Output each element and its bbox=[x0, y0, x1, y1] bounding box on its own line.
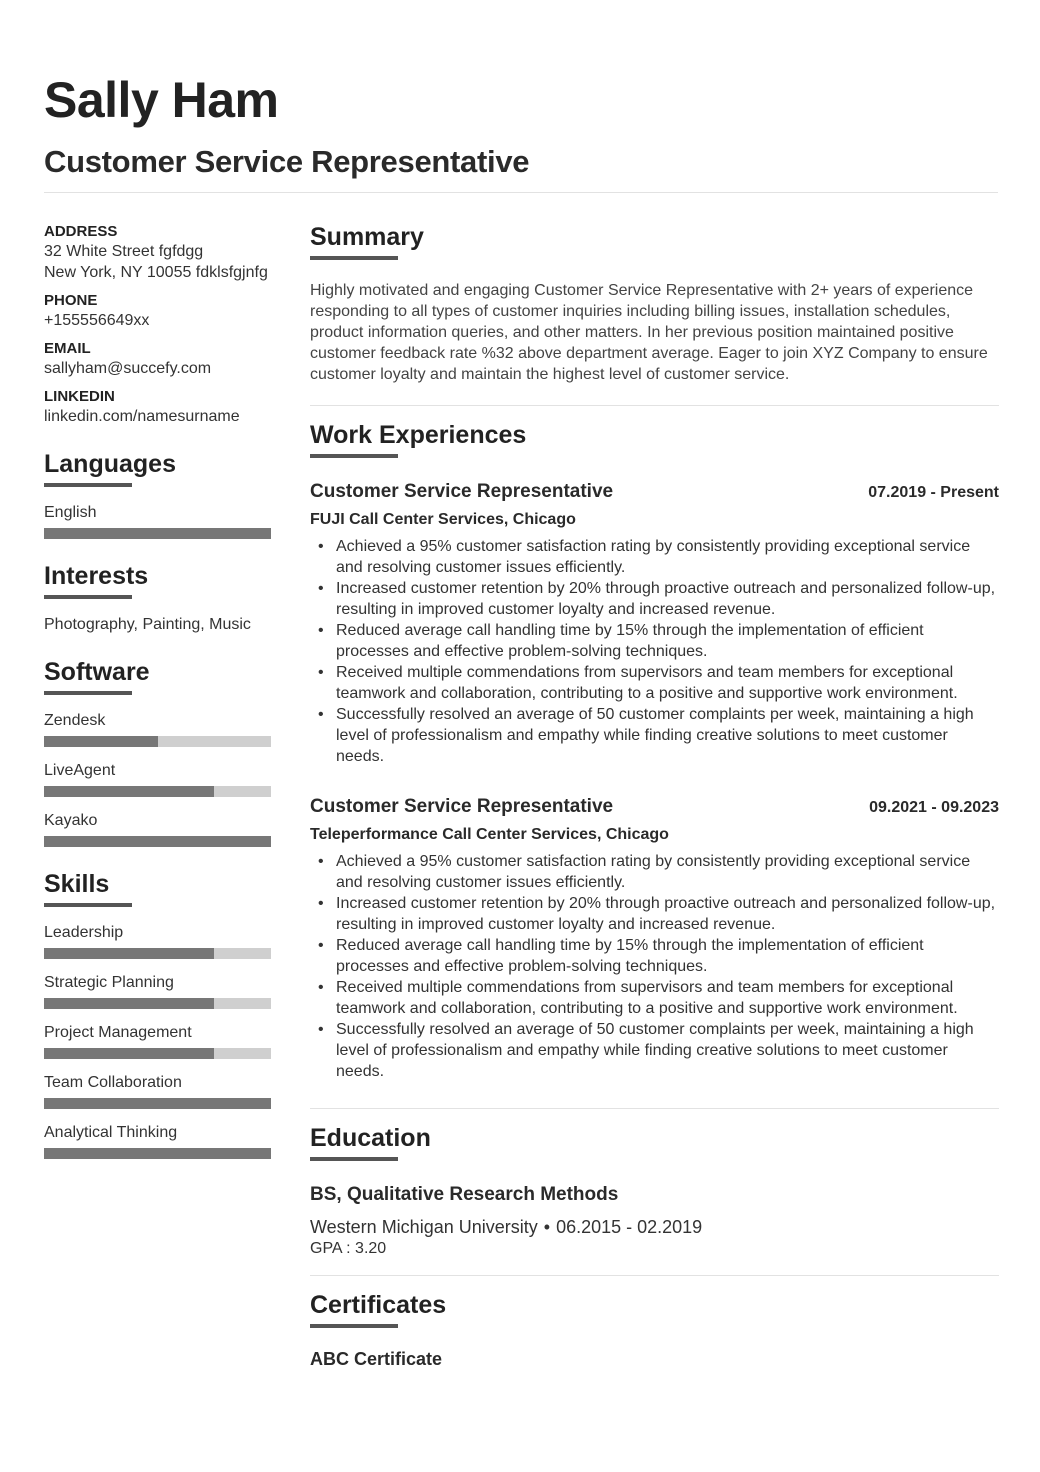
job-entry bbox=[310, 480, 999, 767]
skills-heading: Skills bbox=[44, 870, 110, 898]
achievement-item: • Achieved a 95% customer satisfaction rating by consistently providing exceptional service and resolving customer issues efficiently. bbox=[310, 851, 999, 893]
certificates-section bbox=[310, 1290, 999, 1370]
contact-linkedin bbox=[44, 387, 271, 427]
summary-section bbox=[310, 222, 999, 385]
education-gpa: GPA : 3.20 bbox=[310, 1240, 387, 1257]
contact-label: ADDRESS bbox=[44, 223, 118, 240]
heading-underline bbox=[310, 1324, 398, 1328]
achievement-item: • Received multiple commendations from supervisors and team members for exceptional teamwork and collaboration, contributing to a positive and supportive work environment. bbox=[310, 662, 999, 704]
contact-value: New York, NY 10055 fdklsfgjnfg bbox=[44, 264, 268, 281]
heading-underline bbox=[44, 903, 132, 907]
job-entry bbox=[310, 795, 999, 1082]
work-heading: Work Experiences bbox=[310, 421, 527, 449]
heading-underline bbox=[44, 483, 132, 487]
skills-list bbox=[44, 923, 271, 1159]
work-section bbox=[310, 420, 999, 1082]
sidebar bbox=[44, 222, 271, 1159]
contact-phone bbox=[44, 291, 271, 331]
job-achievements bbox=[310, 851, 999, 1082]
software-heading: Software bbox=[44, 658, 150, 686]
certificate-item: ABC Certificate bbox=[310, 1349, 443, 1369]
job-header bbox=[310, 480, 999, 504]
skill-level-fill bbox=[44, 1098, 271, 1109]
education-details bbox=[310, 1215, 999, 1239]
software-level-fill bbox=[44, 736, 158, 747]
contact-label: EMAIL bbox=[44, 340, 91, 357]
software-level-fill bbox=[44, 836, 271, 847]
achievement-item: • Reduced average call handling time by 15% through the implementation of efficient processes and effective problem-solving techniques. bbox=[310, 620, 999, 662]
interests-heading: Interests bbox=[44, 562, 149, 590]
heading-underline bbox=[44, 691, 132, 695]
contact-value: +155556649xx bbox=[44, 312, 150, 329]
contact-label: LINKEDIN bbox=[44, 388, 115, 405]
section-divider bbox=[310, 1108, 999, 1109]
language-level-bar bbox=[44, 528, 271, 539]
languages-list bbox=[44, 503, 271, 539]
languages-heading: Languages bbox=[44, 450, 176, 478]
heading-underline bbox=[310, 454, 398, 458]
contact-info bbox=[44, 222, 271, 427]
skill-level-bar bbox=[44, 1148, 271, 1159]
contact-address bbox=[44, 222, 271, 283]
education-school: Western Michigan University bbox=[310, 1217, 538, 1237]
software-level-bar bbox=[44, 786, 271, 797]
summary-heading: Summary bbox=[310, 223, 424, 251]
achievement-item: • Successfully resolved an average of 50 customer complaints per week, maintaining a high level of professionalism and empathy while finding creative solutions to meet customer needs. bbox=[310, 1019, 999, 1082]
software-list bbox=[44, 711, 271, 847]
skill-level-fill bbox=[44, 948, 214, 959]
languages-section bbox=[44, 449, 271, 539]
summary-text: Highly motivated and engaging Customer Service Representative with 2+ years of experience responding to all types of customer inquiries including billing issues, installation schedules, product information queries, and other matters. In her previous position maintained positive customer feedback rate %32 above department average. Eager to join XYZ Company to ensure customer loyalty and maintain the highest level of customer service. bbox=[310, 282, 988, 383]
job-achievements bbox=[310, 536, 999, 767]
skill-level-bar bbox=[44, 948, 271, 959]
software-level-fill bbox=[44, 786, 214, 797]
education-heading: Education bbox=[310, 1124, 431, 1152]
candidate-title: Customer Service Representative bbox=[44, 144, 530, 179]
software-name: Zendesk bbox=[44, 712, 106, 729]
skill-level-fill bbox=[44, 998, 214, 1009]
skill-level-fill bbox=[44, 1148, 271, 1159]
job-role: Customer Service Representative bbox=[310, 796, 614, 817]
skill-name: Strategic Planning bbox=[44, 974, 174, 991]
contact-email bbox=[44, 339, 271, 379]
language-name: English bbox=[44, 504, 97, 521]
skill-name: Leadership bbox=[44, 924, 124, 941]
software-name: Kayako bbox=[44, 812, 98, 829]
achievement-item: • Increased customer retention by 20% through proactive outreach and personalized follow-up, resulting in improved customer loyalty and increased revenue. bbox=[310, 578, 999, 620]
main-content bbox=[310, 222, 999, 1370]
interests-section bbox=[44, 561, 271, 635]
achievement-item: • Increased customer retention by 20% through proactive outreach and personalized follow-up, resulting in improved customer loyalty and increased revenue. bbox=[310, 893, 999, 935]
contact-value: 32 White Street fgfdgg bbox=[44, 243, 204, 260]
skill-name: Team Collaboration bbox=[44, 1074, 182, 1091]
jobs-list bbox=[310, 480, 999, 1082]
skill-name: Project Management bbox=[44, 1024, 192, 1041]
job-company: Teleperformance Call Center Services, Chicago bbox=[310, 826, 669, 843]
contact-value: sallyham@succefy.com bbox=[44, 360, 212, 377]
skill-level-bar bbox=[44, 1098, 271, 1109]
achievement-item: • Achieved a 95% customer satisfaction rating by consistently providing exceptional service and resolving customer issues efficiently. bbox=[310, 536, 999, 578]
candidate-name: Sally Ham bbox=[44, 72, 279, 128]
section-divider bbox=[310, 1275, 999, 1276]
achievement-item: • Reduced average call handling time by 15% through the implementation of efficient processes and effective problem-solving techniques. bbox=[310, 935, 999, 977]
heading-underline bbox=[310, 1157, 398, 1161]
skill-level-fill bbox=[44, 1048, 214, 1059]
heading-underline bbox=[44, 595, 132, 599]
job-role: Customer Service Representative bbox=[310, 481, 614, 502]
software-level-bar bbox=[44, 836, 271, 847]
section-divider bbox=[310, 405, 999, 406]
education-section bbox=[310, 1123, 999, 1259]
contact-value: linkedin.com/namesurname bbox=[44, 408, 240, 425]
resume-header bbox=[44, 70, 998, 182]
job-header bbox=[310, 795, 999, 819]
skill-level-bar bbox=[44, 1048, 271, 1059]
header-divider bbox=[44, 192, 998, 193]
job-dates: 09.2021 - 09.2023 bbox=[869, 799, 999, 816]
language-level-fill bbox=[44, 528, 271, 539]
skills-section bbox=[44, 869, 271, 1159]
interests-text: Photography, Painting, Music bbox=[44, 616, 251, 633]
skill-name: Analytical Thinking bbox=[44, 1124, 178, 1141]
software-section bbox=[44, 657, 271, 847]
education-dates: 06.2015 - 02.2019 bbox=[556, 1217, 703, 1237]
contact-label: PHONE bbox=[44, 292, 98, 309]
achievement-item: • Received multiple commendations from supervisors and team members for exceptional teamwork and collaboration, contributing to a positive and supportive work environment. bbox=[310, 977, 999, 1019]
education-degree: BS, Qualitative Research Methods bbox=[310, 1184, 619, 1205]
certificates-heading: Certificates bbox=[310, 1291, 447, 1319]
achievement-item: • Successfully resolved an average of 50 customer complaints per week, maintaining a high level of professionalism and empathy while finding creative solutions to meet customer needs. bbox=[310, 704, 999, 767]
software-name: LiveAgent bbox=[44, 762, 116, 779]
education-separator: • bbox=[543, 1217, 551, 1237]
software-level-bar bbox=[44, 736, 271, 747]
job-company: FUJI Call Center Services, Chicago bbox=[310, 511, 576, 528]
job-dates: 07.2019 - Present bbox=[868, 484, 999, 501]
skill-level-bar bbox=[44, 998, 271, 1009]
heading-underline bbox=[310, 256, 398, 260]
